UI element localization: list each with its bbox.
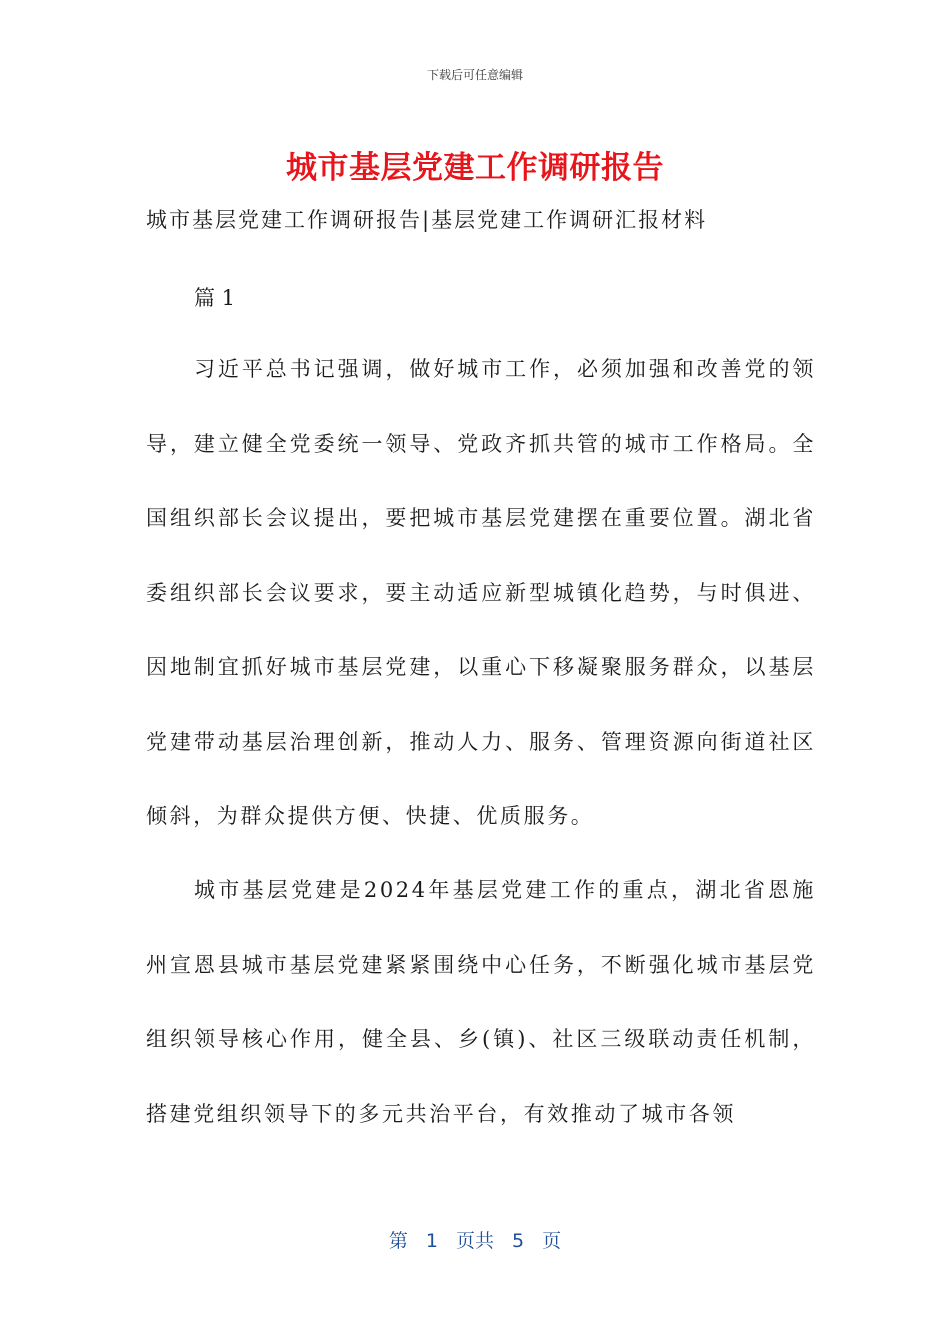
document-title: 城市基层党建工作调研报告 — [286, 150, 664, 186]
section-label: 篇 1 — [194, 286, 236, 310]
page-indicator: 第 1 页共 5 页 — [388, 1230, 562, 1252]
page-header-note: 下载后可任意编辑 — [426, 68, 523, 82]
body-paragraph: 城市基层党建是2024年基层党建工作的重点，湖北省恩施州宣恩县城市基层党建紧紧围绕中心任务，不断强化城市基层党组织领导核心作用，健全县、乡(镇)、社区三级联动责任机制，搭建党组织领导下的多元共治平台，有效推动了城市各领 — [146, 878, 816, 1126]
document-subtitle: 城市基层党建工作调研报告|基层党建工作调研汇报材料 — [146, 208, 708, 232]
body-paragraph: 习近平总书记强调，做好城市工作，必须加强和改善党的领导，建立健全党委统一领导、党政齐抓共管的城市工作格局。全国组织部长会议提出，要把城市基层党建摆在重要位置。湖北省委组织部长会议要求，要主动适应新型城镇化趋势，与时俱进、因地制宜抓好城市基层党建，以重心下移凝聚服务群众，以基层党建带动基层治理创新，推动人力、服务、管理资源向街道社区倾斜，为群众提供方便、快捷、优质服务。 — [146, 357, 816, 828]
